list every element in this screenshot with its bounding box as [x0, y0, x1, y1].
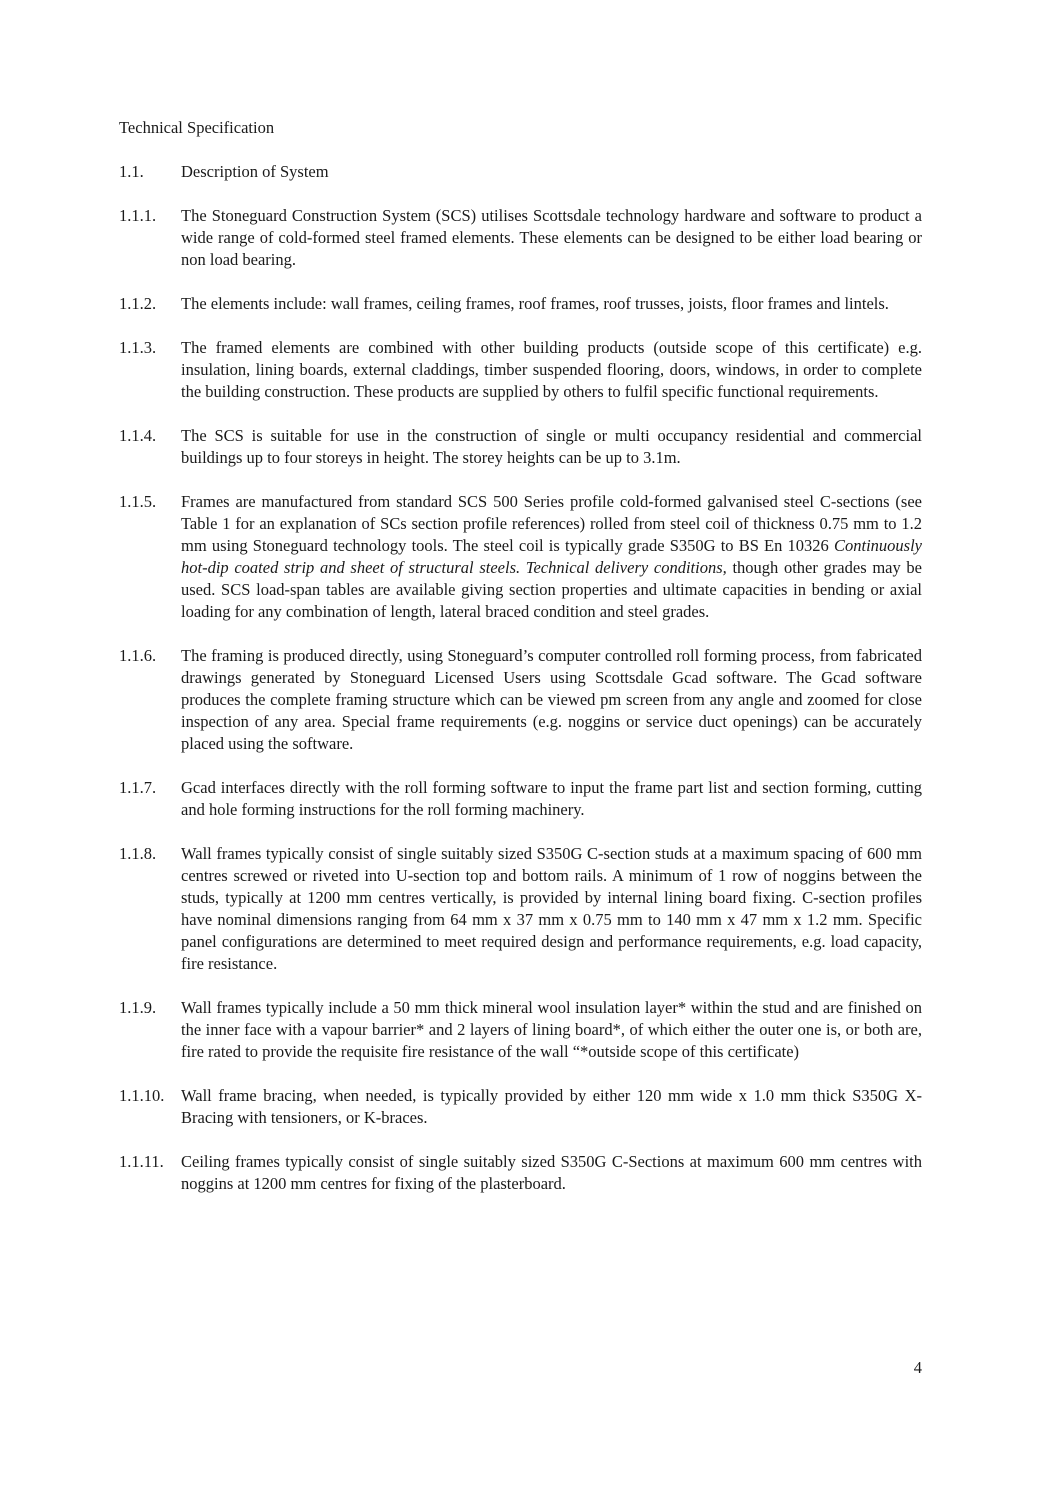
clause-text: The Stoneguard Construction System (SCS) utilises Scottsdale technology hardware and software to product a wide range of cold-formed steel framed elements. These elements can be designed to be either load bearing or non load bearing. [181, 206, 922, 269]
clause-text: The SCS is suitable for use in the construction of single or multi occupancy residential and commercial buildings up to four storeys in height. The storey heights can be up to 3.1m. [181, 426, 922, 467]
clause-text: The framed elements are combined with other building products (outside scope of this certificate) e.g. insulation, lining boards, external claddings, timber suspended flooring, doors, windows, in order to complete the building construction. These products are supplied by others to fulfil specific functional requirements. [181, 338, 922, 401]
clause-text: Wall frame bracing, when needed, is typically provided by either 120 mm wide x 1.0 mm thick S350G X-Bracing with tensioners, or K-braces. [181, 1086, 922, 1127]
clause-number: 1.1.3. [119, 338, 157, 357]
clause-1-1-5 [119, 491, 922, 623]
clause-text: Gcad interfaces directly with the roll forming software to input the frame part list and section forming, cutting and hole forming instructions for the roll forming machinery. [181, 778, 922, 819]
clause-number: 1.1.4. [119, 426, 157, 445]
clause-text: Wall frames typically include a 50 mm thick mineral wool insulation layer* within the stud and are finished on the inner face with a vapour barrier* and 2 layers of lining board*, of which either the outer one is, or both are, fire rated to provide the requisite fire resistance of the wall “*outside scope of this certificate) [181, 998, 922, 1061]
clause-number: 1.1.2. [119, 294, 157, 313]
clause-text: Wall frames typically consist of single suitably sized S350G C-section studs at a maximum spacing of 600 mm centres screwed or riveted into U-section top and bottom rails. A minimum of 1 row of noggins between the studs, typically at 1200 mm centres vertically, is provided by internal lining board fixing. C-section profiles have nominal dimensions ranging from 64 mm x 37 mm x 0.75 mm to 140 mm x 47 mm x 1.2 mm. Specific panel configurations are determined to meet required design and performance requirements, e.g. load capacity, fire resistance. [181, 844, 922, 973]
clause-1-1-7 [119, 777, 922, 821]
clause-1-1-1 [119, 205, 922, 271]
clause-1-1-8 [119, 843, 922, 975]
clause-1-1-11 [119, 1151, 922, 1195]
clause-number: 1.1.11. [119, 1152, 164, 1171]
clause-1-1-9 [119, 997, 922, 1063]
clause-number: 1.1.6. [119, 646, 157, 665]
document-title: Technical Specification [119, 118, 275, 137]
clause-number: 1.1.8. [119, 844, 157, 863]
clause-number: 1.1.10. [119, 1086, 165, 1105]
page-number: 4 [913, 1358, 922, 1377]
clause-text [181, 491, 922, 623]
clause-number: 1.1.5. [119, 492, 157, 511]
clause-text-part-1: Frames are manufactured from standard SCS 500 Series profile cold-formed galvanised steel C-sections (see Table 1 for an explanation of SCs section profile references) rolled from steel coil of thickness 0.75 mm to 1.2 mm using Stoneguard technology tools. The steel coil is typically grade S350G to BS En 10326 [181, 492, 922, 555]
clause-1-1-4 [119, 425, 922, 469]
section-title: Description of System [181, 162, 329, 181]
clause-number: 1.1.7. [119, 778, 157, 797]
clause-text: The elements include: wall frames, ceiling frames, roof frames, roof trusses, joists, floor frames and lintels. [181, 294, 889, 313]
clause-text-part-2: though other grades may be used. SCS load-span tables are available giving section properties and ultimate capacities in bending or axial loading for any combination of length, lateral braced condition and steel grades. [181, 558, 922, 621]
section-number: 1.1. [119, 162, 144, 181]
clause-text: Ceiling frames typically consist of single suitably sized S350G C-Sections at maximum 600 mm centres with noggins at 1200 mm centres for fixing of the plasterboard. [181, 1152, 922, 1193]
section-heading [119, 161, 922, 183]
document-page [119, 117, 922, 1217]
clause-1-1-6 [119, 645, 922, 755]
standard-title-italic: Continuously hot-dip coated strip and sheet of structural steels. Technical delivery conditions, [181, 536, 922, 577]
clause-text: The framing is produced directly, using Stoneguard’s computer controlled roll forming process, from fabricated drawings generated by Stoneguard Licensed Users using Scottsdale Gcad software. The Gcad software produces the complete framing structure which can be viewed pm screen from any angle and zoomed for close inspection of any area. Special frame requirements (e.g. noggins or service duct openings) can be accurately placed using the software. [181, 646, 922, 753]
clause-1-1-3 [119, 337, 922, 403]
clause-number: 1.1.1. [119, 206, 157, 225]
clause-number: 1.1.9. [119, 998, 157, 1017]
clause-1-1-2 [119, 293, 922, 315]
clause-1-1-10 [119, 1085, 922, 1129]
